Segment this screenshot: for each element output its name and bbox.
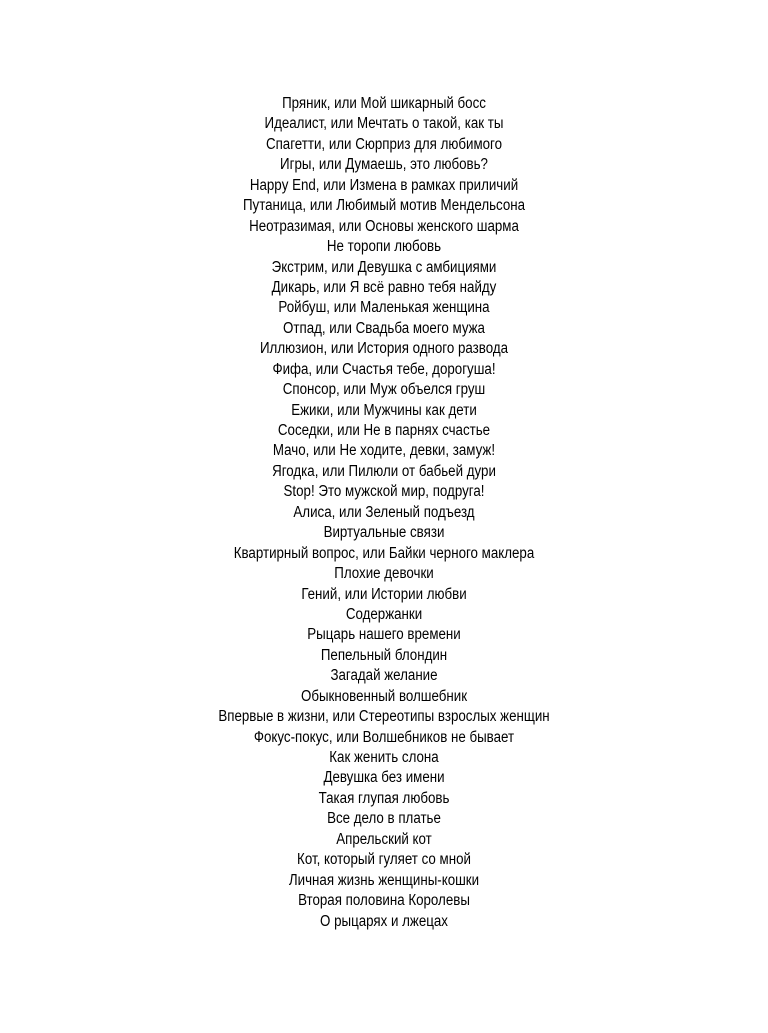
- book-title: Апрельский кот: [336, 830, 432, 848]
- book-title: Happy End, или Измена в рамках приличий: [249, 176, 519, 194]
- book-title: О рыцарях и лжецах: [320, 912, 448, 930]
- book-title: Квартирный вопрос, или Байки черного маклера: [233, 544, 535, 562]
- book-title: Пепельный блондин: [320, 646, 448, 664]
- book-title: Как женить слона: [329, 749, 439, 766]
- book-title: Stop! Это мужской мир, подруга!: [283, 483, 485, 501]
- book-title: Кот, который гуляет со мной: [297, 851, 471, 869]
- book-title: Ройбуш, или Маленькая женщина: [278, 299, 490, 317]
- book-title: Экстрим, или Девушка с амбициями: [271, 258, 497, 276]
- book-title: Содержанки: [345, 605, 423, 623]
- book-title: Неотразимая, или Основы женского шарма: [249, 217, 519, 235]
- book-title: Рыцарь нашего времени: [307, 626, 461, 644]
- book-title: Впервые в жизни, или Стереотипы взрослых женщин: [218, 708, 550, 726]
- book-title-list: [0, 94, 768, 932]
- book-title: Дикарь, или Я всё равно тебя найду: [271, 278, 497, 296]
- book-title: Личная жизнь женщины-кошки: [288, 871, 480, 889]
- book-title: Виртуальные связи: [323, 524, 445, 542]
- book-title: Фифа, или Счастья тебе, дорогуша!: [272, 360, 496, 378]
- book-title: Обыкновенный волшебник: [300, 687, 468, 705]
- book-title: Не торопи любовь: [326, 238, 442, 256]
- book-title: Плохие девочки: [334, 565, 434, 583]
- book-title-list-page: [0, 94, 768, 932]
- book-title: Отпад, или Свадьба моего мужа: [283, 319, 485, 337]
- book-title: Спонсор, или Муж объелся груш: [282, 381, 486, 399]
- book-title: Идеалист, или Мечтать о такой, как ты: [264, 115, 504, 133]
- book-title: Путаница, или Любимый мотив Мендельсона: [242, 197, 526, 215]
- book-title: Иллюзион, или История одного развода: [259, 340, 509, 358]
- book-title: Все дело в платье: [327, 810, 441, 828]
- book-title: Соседки, или Не в парнях счастье: [277, 422, 491, 439]
- book-title: Ягодка, или Пилюли от бабьей дури: [272, 462, 496, 480]
- book-title: Алиса, или Зеленый подъезд: [293, 503, 475, 521]
- book-title: Мачо, или Не ходите, девки, замуж!: [272, 442, 496, 460]
- book-title: Загадай желание: [330, 667, 438, 685]
- book-title: Ежики, или Мужчины как дети: [291, 401, 477, 419]
- book-title: Вторая половина Королевы: [298, 892, 470, 910]
- book-title: Фокус-покус, или Волшебников не бывает: [253, 728, 515, 746]
- book-title: Девушка без имени: [323, 769, 445, 787]
- book-title: Пряник, или Мой шикарный босс: [282, 95, 486, 112]
- book-title: Такая глупая любовь: [318, 789, 450, 807]
- book-title: Гений, или Истории любви: [301, 585, 467, 603]
- book-title: Спагетти, или Сюрприз для любимого: [265, 135, 503, 153]
- book-title: Игры, или Думаешь, это любовь?: [280, 156, 488, 174]
